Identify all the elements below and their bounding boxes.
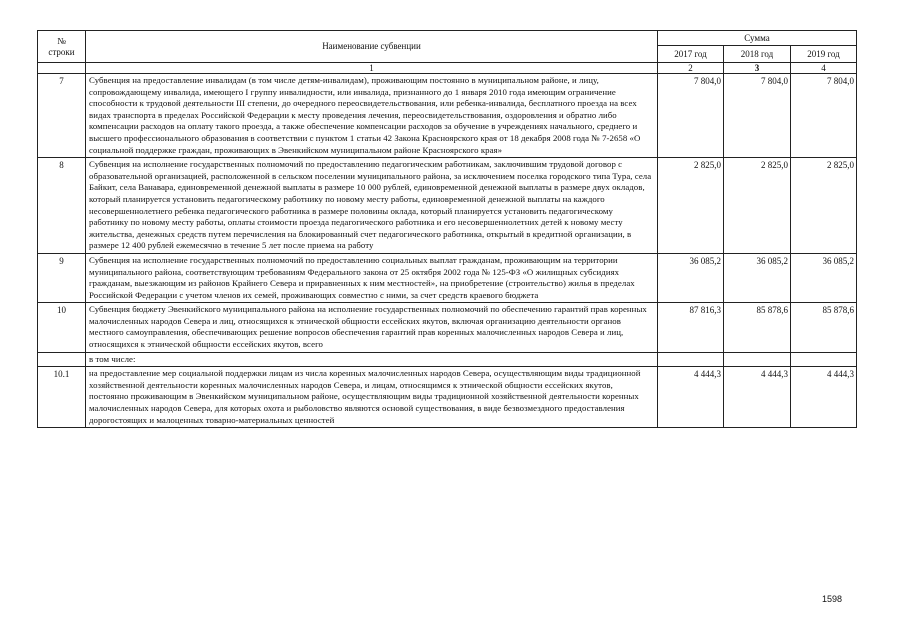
subvention-name: на предоставление мер социальной поддержки лицам из числа коренных малочисленных народов Севера, осуществляющим виды традиционной хозяйственной деятельности коренных малочисленных народов Севера, и лицам, относящимся к этнической общности ессейских якутов, постоянно проживающим в Эвенкийском муниципальном районе, осуществляющим виды традиционной хозяйственной деятельности коренных малочисленных народов Севера, для которых охота и рыболовство являются основой существования, в виде безвозмездного предоставления дорогостоящих и малоценных товарно-материальных ценностей [86, 367, 658, 428]
table-row [38, 158, 857, 254]
subvention-name: в том числе: [86, 352, 658, 367]
value-2019: 36 085,2 [791, 253, 857, 302]
row-number: 10.1 [38, 367, 86, 428]
subvention-name-header: Наименование субвенции [86, 31, 658, 63]
value-2017: 36 085,2 [658, 253, 724, 302]
year-2019-header: 2019 год [791, 46, 857, 63]
value-2017 [658, 352, 724, 367]
row-number-header [38, 31, 86, 63]
subvention-name: Субвенция на предоставление инвалидам (в том числе детям-инвалидам), проживающим постоянно в муниципальном районе, и лицу, сопровождающему инвалида, имеющего I группу инвалидности, или инвалида, признанного до 1 января 2010 года имеющим ограничение способности к трудовой деятельности III степени, до очередного переосвидетельствования, или ребенка-инвалида, бесплатного проезда на всех видах транспорта в пределах Российской Федерации к месту проведения лечения, переосвидетельствования, оздоровления и обратно либо компенсации расходов на оплату такого проезда, а также обеспечение компенсации расходов за обучение в учреждениях начального, среднего и высшего профессионального образования в соответствии с пунктом 1 статьи 42 Закона Красноярского края от 18 декабря 2008 года № 7-2658 «О социальной поддержке граждан, проживающих в Эвенкийском муниципальном районе Красноярского края» [86, 74, 658, 158]
row-number: 8 [38, 158, 86, 254]
table-row [38, 352, 857, 367]
table-body [38, 74, 857, 428]
year-2017-header: 2017 год [658, 46, 724, 63]
value-2018: 85 878,6 [724, 303, 791, 352]
value-2017: 2 825,0 [658, 158, 724, 254]
row-number: 7 [38, 74, 86, 158]
value-2019: 2 825,0 [791, 158, 857, 254]
value-2017: 7 804,0 [658, 74, 724, 158]
value-2018: 36 085,2 [724, 253, 791, 302]
value-2017: 4 444,3 [658, 367, 724, 428]
value-2018: 7 804,0 [724, 74, 791, 158]
subvention-table-page [37, 30, 856, 428]
value-2017: 87 816,3 [658, 303, 724, 352]
row-number-header-line2: строки [48, 46, 75, 57]
table-row [38, 303, 857, 352]
value-2019: 4 444,3 [791, 367, 857, 428]
subvention-name: Субвенция на исполнение государственных полномочий по предоставлению социальных выплат гражданам, проживающим на территории муниципального района, соответствующим требованиям Федерального закона от 25 октября 2002 года № 125-ФЗ «О жилищных субсидиях гражданам, выезжающим из районов Крайнего Севера и приравненных к ним местностей», на приобретение (строительство) жилья в пределах Российской Федерации с учетом членов их семей, проживающих совместно с ними, за счет средств краевого бюджета [86, 253, 658, 302]
row-number-header-line1: № [57, 35, 66, 46]
value-2018: 4 444,3 [724, 367, 791, 428]
subvention-name: Субвенция на исполнение государственных полномочий по предоставлению педагогическим работникам, заключившим трудовой договор с образовательной организацией, расположенной в сельском поселении муниципального района, за исключением поселка городского типа Тура, села Байкит, села Ванавара, единовременной денежной выплаты в размере 10 000 рублей, единовременной денежной выплаты в размере двух окладов, который планируется установить педагогическому работнику по новому месту работы, единовременной денежной выплаты на каждого несовершеннолетнего ребенка педагогического работника в размере половины оклада, который планируется установить педагогическому работнику по новому месту работы, оплаты стоимости проезда педагогического работника и его несовершеннолетних детей к новому месту жительства, денежных средств путем перечисления на блокированный счет педагогического работника, открытый в кредитной организации, в размере 12 400 рублей ежемесячно в течение 5 лет после приема на работу [86, 158, 658, 254]
row-number [38, 352, 86, 367]
value-2019: 85 878,6 [791, 303, 857, 352]
row-number: 10 [38, 303, 86, 352]
year-2018-header: 2018 год [724, 46, 791, 63]
page-number: 1598 [822, 594, 843, 604]
value-2018 [724, 352, 791, 367]
value-2019 [791, 352, 857, 367]
value-2019: 7 804,0 [791, 74, 857, 158]
value-2018: 2 825,0 [724, 158, 791, 254]
index-cell-4: 4 [791, 63, 857, 74]
index-cell-3: 3 [724, 63, 791, 74]
table-header [38, 31, 857, 74]
table-row [38, 253, 857, 302]
index-cell-blank [38, 63, 86, 74]
index-cell-2: 2 [658, 63, 724, 74]
index-cell-1: 1 [86, 63, 658, 74]
subvention-name: Субвенция бюджету Эвенкийского муниципального района на исполнение государственных полномочий по обеспечению гарантий прав коренных малочисленных народов Севера и лиц, относящихся к этнической общности ессейских якутов, включая организацию деятельности органов местного самоуправления, обеспечивающих решение вопросов обеспечения гарантий прав коренных малочисленных народов Севера и лиц, относящихся к этнической общности ессейских якутов, всего [86, 303, 658, 352]
table-row [38, 367, 857, 428]
subvention-table [37, 30, 857, 428]
table-row [38, 74, 857, 158]
sum-header: Сумма [658, 31, 857, 46]
row-number: 9 [38, 253, 86, 302]
